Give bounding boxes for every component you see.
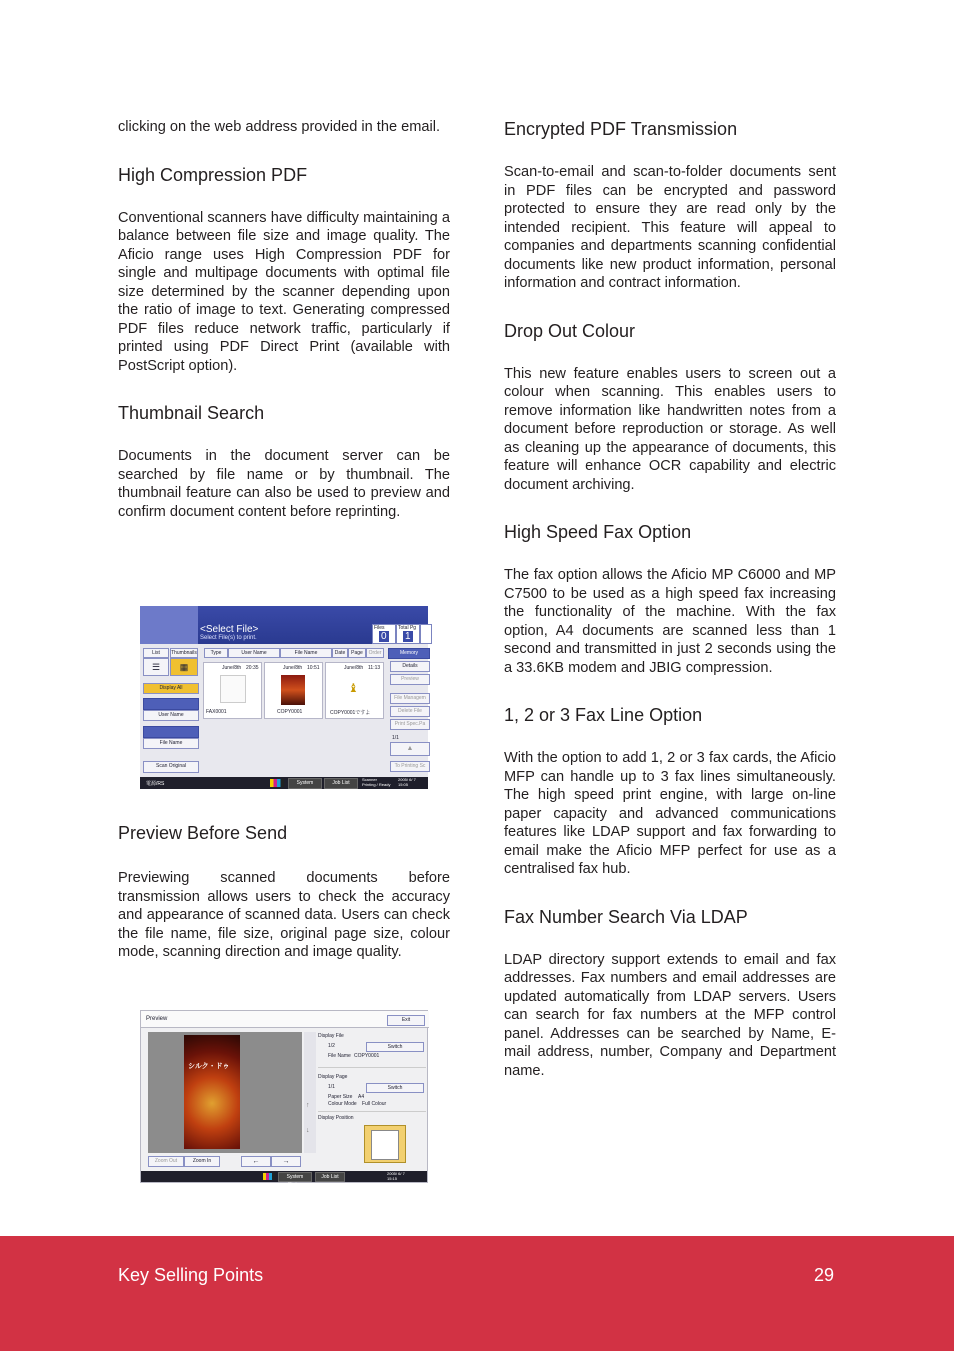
toner-level-icon bbox=[270, 779, 284, 787]
status-mode: Scanner Printing / Ready bbox=[362, 777, 391, 787]
colour-mode-label: Colour Mode bbox=[328, 1101, 357, 1107]
paper-size-value: A4 bbox=[358, 1094, 365, 1100]
file-card[interactable] bbox=[325, 662, 384, 719]
toner-level-icon bbox=[263, 1173, 275, 1180]
status-bar bbox=[140, 777, 428, 795]
file-time: 11:13 bbox=[368, 665, 381, 671]
file-management-button[interactable]: File Managem bbox=[390, 693, 430, 704]
page-count: 1/1 bbox=[328, 1084, 335, 1090]
preview-header bbox=[141, 1011, 429, 1028]
memory-button[interactable]: Memory bbox=[388, 648, 430, 659]
heading-high-speed-fax: High Speed Fax Option bbox=[504, 522, 692, 542]
file-name-label: File Name bbox=[328, 1053, 351, 1059]
fax-thumbnail bbox=[220, 675, 246, 703]
select-file-header-left bbox=[140, 606, 198, 644]
body-fax-line-option: With the option to add 1, 2 or 3 fax cards, the Aficio MFP can handle up to 3 fax lines simultaneously. The high speed print engine, with large on-line paper capacity and advanced communications features like LDAP support and fax forwarding to email make the Aficio MFP perfect for use as a centralised fax hub. bbox=[504, 750, 836, 877]
body-preview-before-send: Previewing scanned documents before transmission allows users to check the accuracy and appearance of scanned data. Users can check the file name, file size, original page size, colour mode, scanning direction and image quality. bbox=[118, 870, 450, 960]
heading-drop-out-colour: Drop Out Colour bbox=[504, 320, 636, 341]
system-status-button[interactable]: System Status bbox=[288, 778, 322, 789]
heading-fax-line-option: 1, 2 or 3 Fax Line Option bbox=[504, 705, 703, 725]
file-date: June/8th bbox=[222, 665, 242, 671]
poster-preview-image bbox=[184, 1035, 240, 1149]
column-type[interactable]: Type bbox=[204, 648, 228, 658]
display-file-label: Display File bbox=[318, 1033, 344, 1039]
left-column bbox=[118, 110, 450, 521]
files-counter bbox=[372, 624, 396, 644]
zoom-out-button[interactable]: Zoom Out bbox=[148, 1156, 184, 1167]
display-all-button[interactable]: Display All bbox=[143, 683, 199, 694]
select-file-screenshot bbox=[140, 606, 428, 795]
file-name-button[interactable]: File Name bbox=[143, 738, 199, 749]
exit-button[interactable]: Exit bbox=[387, 1015, 425, 1026]
pages-counter-label: Total Pg bbox=[398, 625, 417, 631]
column-page[interactable]: Page bbox=[348, 648, 366, 658]
body-high-speed-fax: The fax option allows the Aficio MP C6000 and MP C7500 to be used as a high speed fax increasing the functionality of the machine. With the fax option, A4 documents are scanned less than 1 second and transmitted in just 2 seconds using the a 33.6KB modem and JBIG compression. bbox=[504, 567, 836, 676]
tab-list[interactable]: List bbox=[143, 648, 169, 658]
user-name-button[interactable]: User Name bbox=[143, 710, 199, 721]
divider bbox=[318, 1111, 426, 1112]
file-time: 10:51 bbox=[307, 665, 320, 671]
divider bbox=[318, 1067, 426, 1068]
switch-page-button[interactable]: Switch bbox=[366, 1083, 424, 1093]
column-order[interactable]: Order bbox=[366, 648, 384, 658]
pages-counter bbox=[396, 624, 420, 644]
column-file-name[interactable]: File Name bbox=[280, 648, 332, 658]
column-user-name[interactable]: User Name bbox=[228, 648, 280, 658]
status-clock: 2005/ 6/ 7 15:15 bbox=[387, 1171, 405, 1181]
footer-bar bbox=[0, 1236, 954, 1351]
zoom-in-button[interactable]: Zoom In bbox=[184, 1156, 220, 1167]
page-number: 29 bbox=[814, 1265, 835, 1285]
preview-title: Preview bbox=[146, 1016, 168, 1022]
position-map[interactable] bbox=[364, 1125, 406, 1163]
heading-high-compression-pdf: High Compression PDF bbox=[118, 164, 308, 185]
file-name: FAX0001 bbox=[206, 709, 227, 715]
details-button[interactable]: Details bbox=[390, 661, 430, 672]
file-name: COPY0001 bbox=[277, 709, 303, 715]
list-view-icon[interactable]: ☰ bbox=[143, 658, 169, 676]
file-card[interactable] bbox=[264, 662, 323, 719]
file-date: June/8th bbox=[283, 665, 303, 671]
display-page-label: Display Page bbox=[318, 1074, 348, 1080]
intro-paragraph: clicking on the web address provided in the email. bbox=[118, 119, 441, 135]
body-thumbnail-search: Documents in the document server can be searched by file name or by thumbnail. The thumbnail feature can also be used to preview and confirm document content before reprinting. bbox=[118, 448, 450, 520]
file-date: June/8th bbox=[344, 665, 364, 671]
file-name-value: COPY0001 bbox=[354, 1053, 380, 1059]
heading-preview-before-send: Preview Before Send bbox=[118, 823, 288, 843]
status-left-label: 電源/RS bbox=[146, 781, 165, 787]
switch-file-button[interactable]: Switch bbox=[366, 1042, 424, 1052]
position-indicator bbox=[371, 1130, 399, 1160]
file-card[interactable] bbox=[203, 662, 262, 719]
colour-mode-value: Full Colour bbox=[362, 1101, 387, 1107]
status-clock: 2005/ 6/ 7 15:05 bbox=[398, 777, 416, 787]
file-name: COPY0001ですよ bbox=[330, 710, 371, 716]
body-encrypted-pdf: Scan-to-email and scan-to-folder documents sent in PDF files can be encrypted and password protected to ensure they are read only by the intended recipient. This feature will appeal to companies and departments scanning confidential documents like new product information, personal information and contract information. bbox=[504, 164, 836, 291]
tab-thumbnails[interactable]: Thumbnails bbox=[171, 650, 197, 656]
thumbnail-view-icon[interactable]: ▦ bbox=[170, 658, 198, 676]
delete-file-button[interactable]: Delete File bbox=[390, 706, 430, 717]
heading-encrypted-pdf: Encrypted PDF Transmission bbox=[504, 119, 738, 139]
poster-title-text: シルク・ドゥ bbox=[188, 1063, 230, 1070]
document-icon: ♝ bbox=[348, 681, 359, 695]
vertical-scrollbar[interactable] bbox=[304, 1032, 316, 1153]
preview-button[interactable]: Preview bbox=[390, 674, 430, 685]
body-fax-ldap: LDAP directory support extends to email and fax addresses. Fax numbers and email addresses are updated automatically from LDAP servers. Users can search for fax numbers at the MFP control panel. Addresses can be searched by Name, E-mail address, number, Company and Department name. bbox=[504, 951, 836, 1079]
pages-counter-value: 1 bbox=[405, 631, 411, 642]
job-list-button[interactable]: Job List bbox=[315, 1172, 345, 1182]
body-high-compression-pdf: Conventional scanners have difficulty maintaining a balance between file size and image quality. The Aficio range uses High Compression PDF for single and multipage documents with optimal file size determined by the scanner depending upon the ratio of image to text. Generating compressed PDF files reduce network traffic, particularly if printed using PDF Direct Print (available with PostScript option). bbox=[118, 209, 450, 374]
preview-status-bar bbox=[141, 1171, 427, 1188]
preview-screenshot bbox=[140, 1010, 428, 1188]
poster-thumbnail bbox=[281, 675, 305, 705]
footer-title: Key Selling Points bbox=[118, 1265, 264, 1285]
column-date[interactable]: Date bbox=[332, 648, 348, 658]
heading-thumbnail-search: Thumbnail Search bbox=[118, 403, 265, 423]
right-column bbox=[504, 110, 836, 1080]
file-time: 20:35 bbox=[246, 665, 259, 671]
arrow-down-icon[interactable]: ↓ bbox=[306, 1127, 310, 1134]
display-position-label: Display Position bbox=[318, 1115, 354, 1121]
preview-info-panel bbox=[318, 1031, 426, 1167]
file-count: 1/2 bbox=[328, 1043, 335, 1049]
scroll-up-icon[interactable]: ▲ bbox=[390, 742, 430, 756]
counter-edge bbox=[420, 624, 432, 644]
user-name-header-bar bbox=[143, 698, 199, 710]
arrow-up-icon[interactable]: ↑ bbox=[306, 1102, 310, 1109]
select-file-title: <Select File> bbox=[200, 624, 259, 635]
files-counter-value: 0 bbox=[381, 631, 387, 642]
body-drop-out-colour: This new feature enables users to screen out a colour when scanning. This enables users to remove information like handwritten notes from a document before reproduction or storage. As well as cleaning up the appearance of documents, this feature will enhance OCR capability and electric document archiving. bbox=[504, 365, 836, 493]
scan-original-button[interactable]: Scan Original bbox=[143, 761, 199, 773]
heading-fax-ldap: Fax Number Search Via LDAP bbox=[504, 906, 748, 927]
arrow-right-icon[interactable]: → bbox=[271, 1156, 301, 1167]
page-indicator: 1/1 bbox=[392, 735, 399, 741]
system-status-button[interactable]: System Status bbox=[278, 1172, 312, 1182]
select-file-subtitle: Select File(s) to print. bbox=[200, 635, 257, 641]
arrow-left-icon[interactable]: ← bbox=[241, 1156, 271, 1167]
print-specified-button[interactable]: Print Spec.Pa bbox=[390, 719, 430, 730]
file-name-header-bar bbox=[143, 726, 199, 738]
job-list-button[interactable]: Job List bbox=[324, 778, 358, 789]
to-printing-screen-button[interactable]: To Printing Sc bbox=[390, 761, 430, 772]
files-counter-label: Files bbox=[374, 625, 385, 631]
paper-size-label: Paper Size bbox=[328, 1094, 353, 1100]
